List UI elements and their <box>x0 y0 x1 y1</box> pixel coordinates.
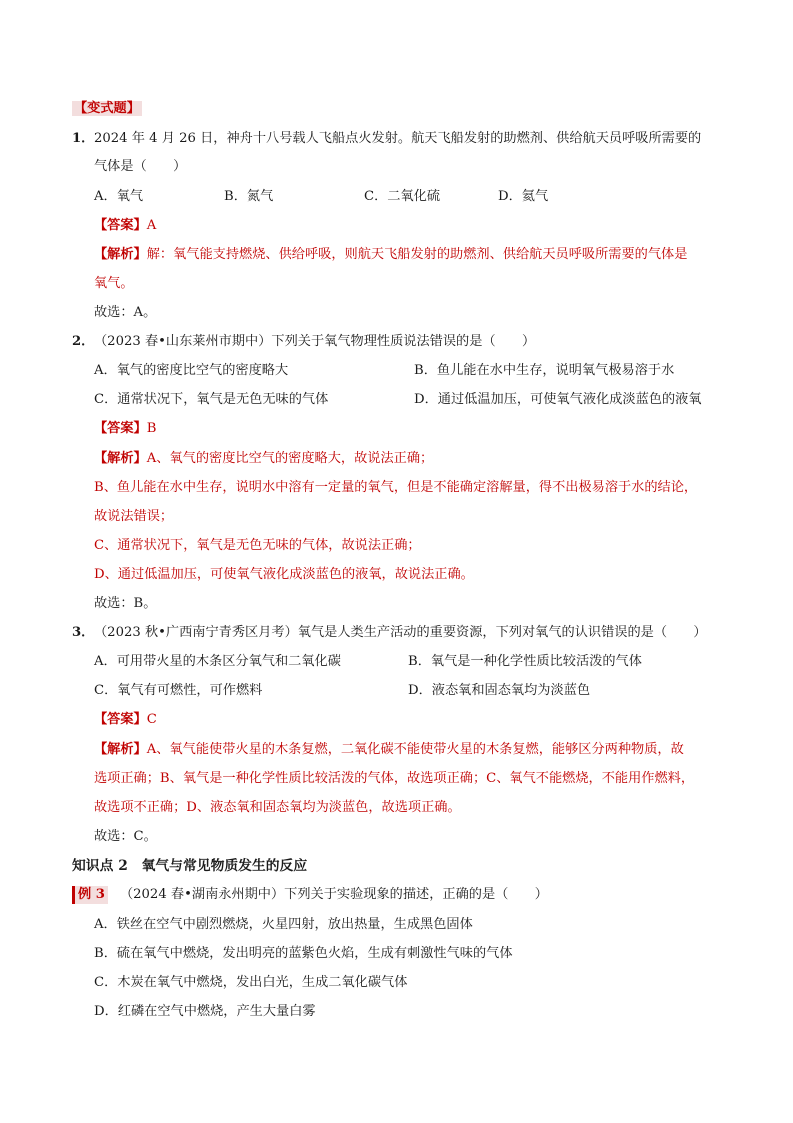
question-3-stem: 3．（2023 秋•广西南宁青秀区月考）氧气是人类生产活动的重要资源，下列对氧气的认识错误的是（ ） <box>72 625 707 640</box>
q1-analysis: 【解析】解：氧气能支持燃烧、供给呼吸，则航天飞船发射的助燃剂、供给航天员呼吸所需要的气体是 <box>94 247 688 262</box>
q2-analysis-line: C、通常状况下，氧气是无色无味的气体，故说法正确； <box>94 538 421 553</box>
ex3-option-a: A．铁丝在空气中剧烈燃烧，火星四射，放出热量，生成黑色固体 <box>94 917 473 932</box>
ex3-option-c: C．木炭在氧气中燃烧，发出白光，生成二氧化碳气体 <box>94 975 408 990</box>
question-2-stem: 2．（2023 春•山东莱州市期中）下列关于氧气物理性质说法错误的是（ ） <box>72 334 536 349</box>
q3-analysis-line: 故选项不正确；D、液态氧和固态氧均为淡蓝色，故选项正确。 <box>94 800 461 815</box>
q3-option-a: A．可用带火星的木条区分氧气和二氧化碳 <box>94 654 341 669</box>
q1-analysis-cont: 氧气。 <box>94 276 134 291</box>
question-1-stem-cont: 气体是（ ） <box>94 159 187 174</box>
q1-option-c: C．二氧化硫 <box>364 189 441 204</box>
q1-answer: 【答案】A <box>94 218 157 233</box>
q1-choice: 故选：A。 <box>94 305 157 320</box>
q2-analysis-line: 故说法错误； <box>94 509 174 524</box>
variant-heading: 【变式题】 <box>74 101 140 116</box>
ex3-option-d: D．红磷在空气中燃烧，产生大量白雾 <box>94 1004 316 1019</box>
q2-choice: 故选：B。 <box>94 596 157 611</box>
section-title: 知识点 2 氧气与常见物质发生的反应 <box>72 858 308 874</box>
example-3-stem: 例 3 （2024 春•湖南永州期中）下列关于实验现象的描述，正确的是（ ） <box>72 886 548 904</box>
q2-analysis-line: D、通过低温加压，可使氧气液化成淡蓝色的液氧，故说法正确。 <box>94 567 474 582</box>
example-tag: 例 3 <box>72 886 108 904</box>
q1-option-d: D．氦气 <box>498 189 549 204</box>
q2-analysis-line: B、鱼儿能在水中生存，说明水中溶有一定量的氧气，但是不能确定溶解量，得不出极易溶于水的结论， <box>94 480 698 495</box>
q1-option-a: A．氧气 <box>94 189 144 204</box>
q2-analysis: 【解析】A、氧气的密度比空气的密度略大，故说法正确； <box>94 451 434 466</box>
q2-option-c: C．通常状况下，氧气是无色无味的气体 <box>94 392 329 407</box>
q2-option-d: D．通过低温加压，可使氧气液化成淡蓝色的液氧 <box>414 392 702 407</box>
q3-option-c: C．氧气有可燃性，可作燃料 <box>94 683 263 698</box>
q3-choice: 故选：C。 <box>94 829 157 844</box>
q3-option-b: B．氧气是一种化学性质比较活泼的气体 <box>408 654 642 669</box>
q2-option-b: B．鱼儿能在水中生存，说明氧气极易溶于水 <box>414 363 675 378</box>
q3-answer: 【答案】C <box>94 712 157 727</box>
question-1-stem: 1．2024 年 4 月 26 日，神舟十八号载人飞船点火发射。航天飞船发射的助燃剂、供给航天员呼吸所需要的 <box>72 131 702 146</box>
q2-option-a: A．氧气的密度比空气的密度略大 <box>94 363 289 378</box>
q3-analysis: 【解析】A、氧气能使带火星的木条复燃，二氧化碳不能使带火星的木条复燃，能够区分两种物质，故 <box>94 742 684 757</box>
q3-analysis-line: 选项正确；B、氧气是一种化学性质比较活泼的气体，故选项正确；C、氧气不能燃烧，不能用作燃料， <box>94 771 695 786</box>
q3-option-d: D．液态氧和固态氧均为淡蓝色 <box>408 683 591 698</box>
q1-option-b: B．氮气 <box>224 189 274 204</box>
ex3-option-b: B．硫在氧气中燃烧，发出明亮的蓝紫色火焰，生成有刺激性气味的气体 <box>94 946 513 961</box>
q2-answer: 【答案】B <box>94 421 157 436</box>
